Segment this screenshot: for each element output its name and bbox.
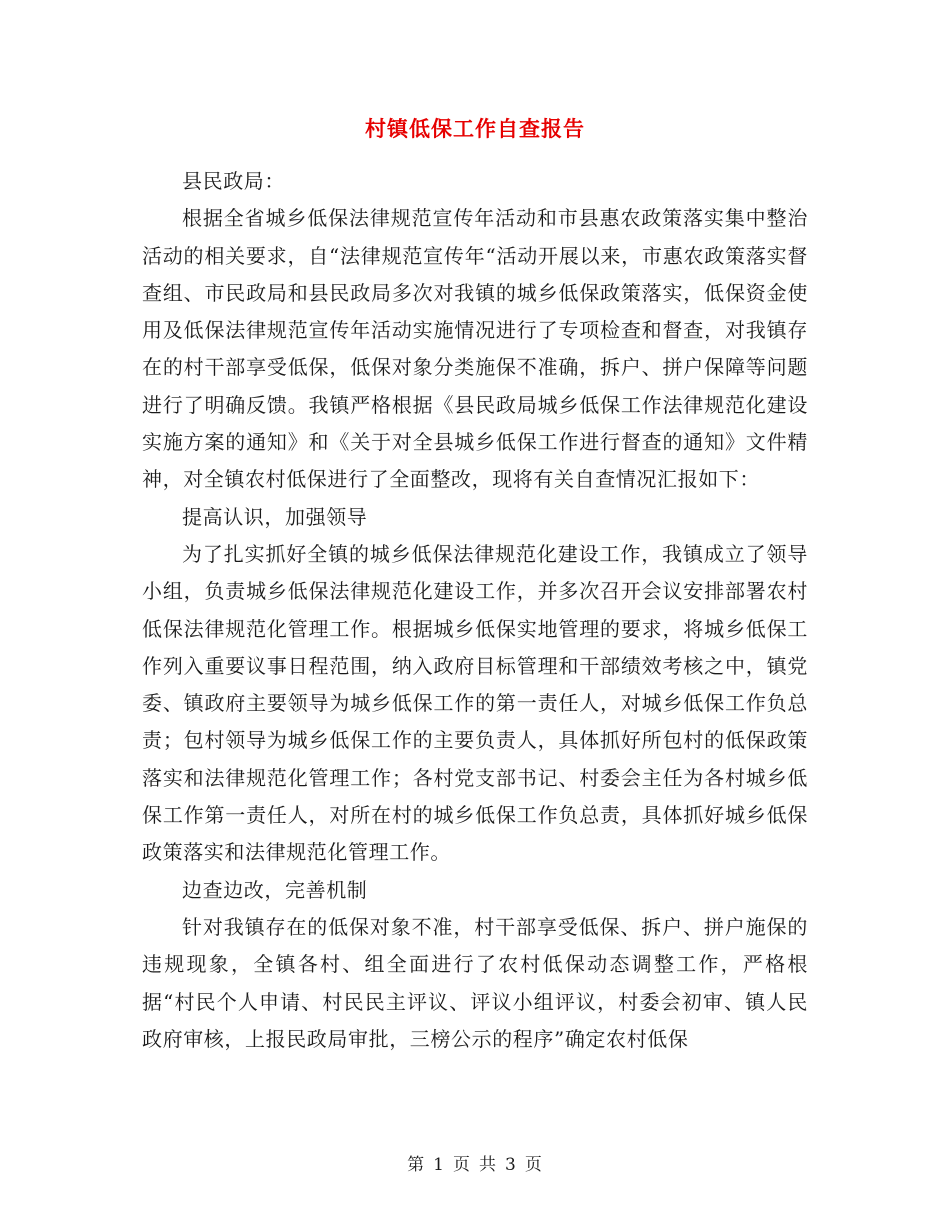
section-heading-leadership: 提高认识，加强领导: [182, 504, 368, 529]
footer-total-pages: 3: [505, 1155, 517, 1175]
document-body: [142, 163, 808, 1058]
mechanism-paragraph: 针对我镇存在的低保对象不准，村干部享受低保、拆户、拼户施保的违规现象，全镇各村、组全面进行了农村低保动态调整工作，严格根据“村民个人申请、村民民主评议、评议小组评议，村委会初审、镇人民政府审核，上报民政局审批，三榜公示的程序”确定农村低保: [142, 914, 808, 1051]
page-footer: [0, 1152, 950, 1178]
document-title: 村镇低保工作自查报告: [365, 116, 585, 141]
footer-label-page: 第: [407, 1155, 426, 1175]
footer-label-unit: 页: [453, 1155, 471, 1175]
leadership-paragraph: 为了扎实抓好全镇的城乡低保法律规范化建设工作，我镇成立了领导小组，负责城乡低保法律规范化建设工作，并多次召开会议安排部署农村低保法律规范化管理工作。根据城乡低保实地管理的要求，将城乡低保工作列入重要议事日程范围，纳入政府目标管理和干部绩效考核之中，镇党委、镇政府主要领导为城乡低保工作的第一责任人，对城乡低保工作负总责；包村领导为城乡低保工作的主要负责人，具体抓好所包村的低保政策落实和法律规范化管理工作；各村党支部书记、村委会主任为各村城乡低保工作第一责任人，对所在村的城乡低保工作负总责，具体抓好城乡低保政策落实和法律规范化管理工作。: [142, 541, 808, 865]
section-heading-mechanism: 边查边改，完善机制: [182, 877, 368, 902]
footer-label-unit-2: 页: [524, 1155, 543, 1175]
footer-current-page: 1: [433, 1155, 445, 1175]
salutation: 县民政局：: [182, 169, 285, 193]
intro-paragraph: 根据全省城乡低保法律规范宣传年活动和市县惠农政策落实集中整治活动的相关要求，自“法律规范宣传年“活动开展以来，市惠农政策落实督查组、市民政局和县民政局多次对我镇的城乡低保政策落实，低保资金使用及低保法律规范宣传年活动实施情况进行了专项检查和督查，对我镇存在的村干部享受低保，低保对象分类施保不准确，拆户、拼户保障等问题进行了明确反馈。我镇严格根据《县民政局城乡低保工作法律规范化建设实施方案的通知》和《关于对全县城乡低保工作进行督查的通知》文件精神，对全镇农村低保进行了全面整改，现将有关自查情况汇报如下：: [142, 206, 808, 492]
footer-label-total: 共: [479, 1155, 497, 1175]
